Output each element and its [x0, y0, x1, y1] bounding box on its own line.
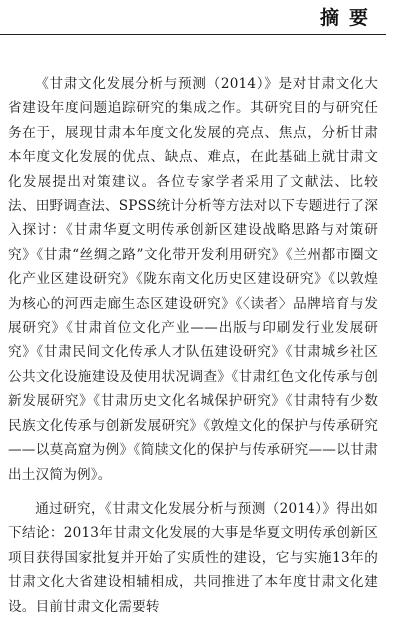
- abstract-body: [8, 72, 378, 629]
- paragraph-2: 通过研究，《甘肃文化发展分析与预测（2014）》得出如下结论：2013年甘肃文化发展的大事是华夏文明传承创新区项目获得国家批复并开始了实质性的建设，它与实施13年的甘肃文化大省建设相辅相成，共同推进了本年度甘肃文化建设。目前甘肃文化需要转: [8, 500, 378, 615]
- header-divider: [0, 34, 386, 35]
- page-header: [0, 0, 400, 36]
- section-title: 摘要: [319, 7, 378, 29]
- paragraph-1: 《甘肃文化发展分析与预测（2014）》是对甘肃文化大省建设年度问题追踪研究的集成之作。其研究目的与研究任务在于，展现甘肃本年度文化发展的亮点、焦点，分析甘肃本年度文化发展的优点、缺点、难点，在此基础上就甘肃文化发展提出对策建议。各位专家学者采用了文献法、比较法、田野调查法、SPSS统计分析等方法对以下专题进行了深入探讨：《甘肃华夏文明传承创新区建设战略思路与对策研究》《甘肃“丝绸之路”文化带开发利用研究》《兰州都市圈文化产业区建设研究》《陇东南文化历史区建设研究》《以敦煌为核心的河西走廊生态区建设研究》《〈读者〉品牌培育与发展研究》《甘肃首位文化产业——出版与印刷发行业发展研究》《甘肃民间文化传承人才队伍建设研究》《甘肃城乡社区公共文化设施建设及使用状况调查》《甘肃红色文化传承与创新发展研究》《甘肃历史文化名城保护研究》《甘肃特有少数民族文化传承与创新发展研究》《敦煌文化的保护与传承研究——以莫高窟为例》《简牍文化的保护与传承研究——以甘肃出土汉简为例》。: [8, 76, 378, 483]
